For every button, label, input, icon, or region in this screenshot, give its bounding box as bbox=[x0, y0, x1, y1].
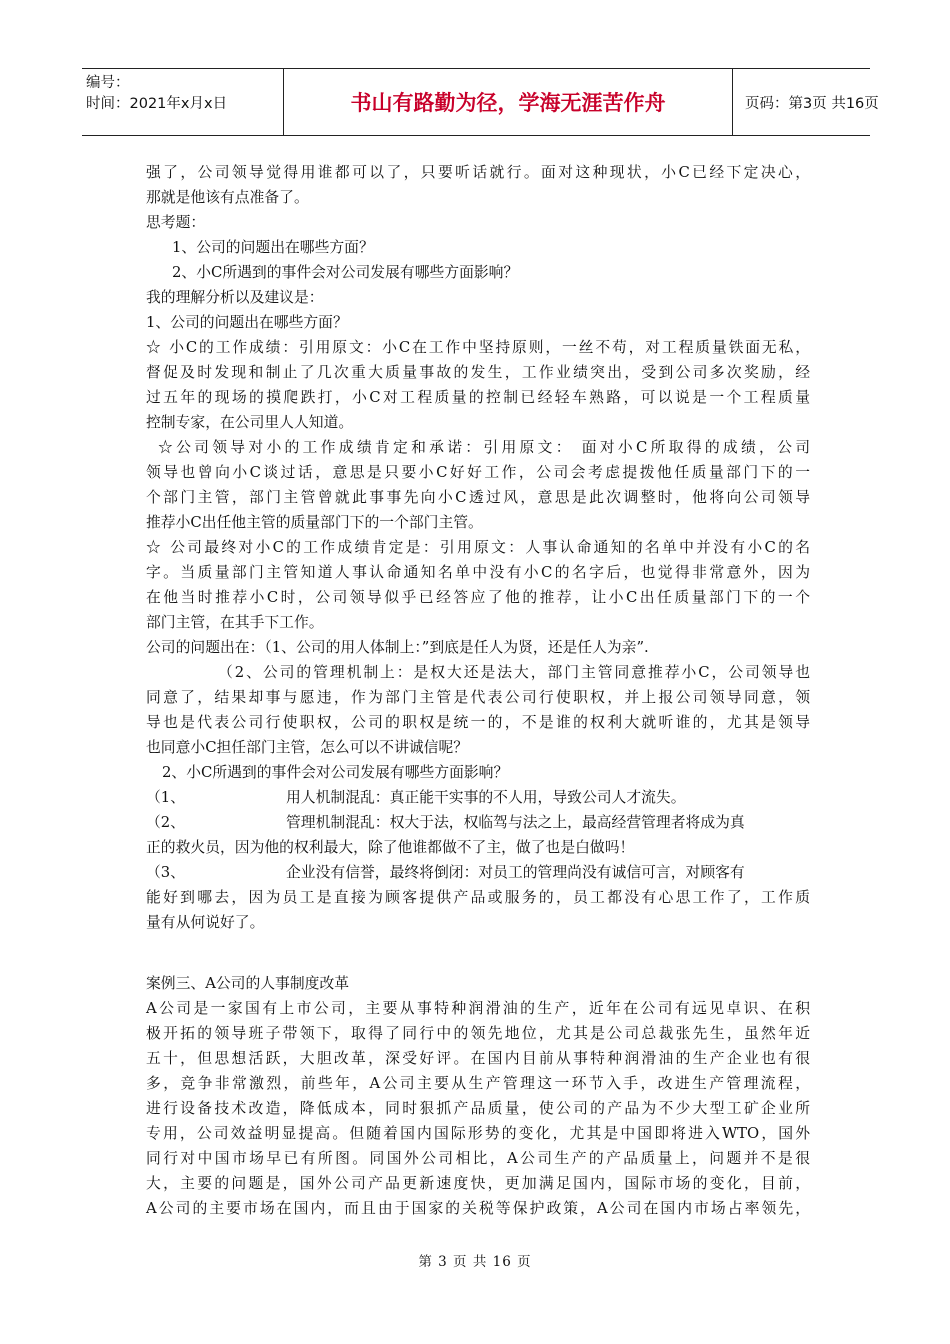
body-line: A公司的主要市场在国内，而且由于国家的关税等保护政策，A公司在国内市场占率领先， bbox=[146, 1200, 810, 1217]
analysis-heading-1: 1、公司的问题出在哪些方面？ bbox=[146, 314, 348, 331]
question-heading: 思考题： bbox=[146, 214, 206, 231]
body-line: 能好到哪去，因为员工是直接为顾客提供产品或服务的，员工都没有心思工作了，工作质 bbox=[146, 889, 810, 906]
body-line: 公司的问题出在：（1、公司的用人体制上：”到底是任人为贤，还是任人为亲”. bbox=[146, 639, 649, 656]
body-line: 极开拓的领导班子带领下，取得了同行中的领先地位，尤其是公司总裁张先生，虽然年近 bbox=[146, 1025, 810, 1042]
case-heading: 案例三、A公司的人事制度改革 bbox=[146, 975, 350, 992]
body-line: 控制专家，在公司里人人知道。 bbox=[146, 414, 354, 431]
question-2: 2、小C所遇到的事件会对公司发展有哪些方面影响？ bbox=[172, 264, 519, 281]
body-line: ☆ 小C的工作成绩：引用原文：小C在工作中坚持原则，一丝不苟，对工程质量铁面无私， bbox=[146, 339, 810, 356]
body-line: 大，主要的问题是，国外公司产品更新速度快，更加满足国内，国际市场的变化，目前， bbox=[146, 1175, 810, 1192]
body-line: 部门主管，在其手下工作。 bbox=[146, 614, 324, 631]
body-line: 推荐小C出任他主管的质量部门下的一个部门主管。 bbox=[146, 514, 483, 531]
page-header bbox=[82, 68, 879, 136]
body-line: 在他当时推荐小C时，公司领导似乎已经答应了他的推荐，让小C出任质量部门下的一个 bbox=[146, 589, 810, 606]
impact-number: （3、 bbox=[146, 864, 186, 881]
header-page-info: 页码：第3页 共16页 bbox=[745, 95, 879, 112]
body-line: ☆ 公司最终对小C的工作成绩肯定是：引用原文：人事认命通知的名单中并没有小C的名 bbox=[146, 539, 810, 556]
impact-text: 管理机制混乱：权大于法，权临驾与法之上，最高经营管理者将成为真 bbox=[286, 814, 745, 831]
body-line: 领导也曾向小C谈过话，意思是只要小C好好工作，公司会考虑提拨他任质量部门下的一 bbox=[146, 464, 810, 481]
body-line: 督促及时发现和制止了几次重大质量事故的发生，工作业绩突出，受到公司多次奖励，经 bbox=[146, 364, 810, 381]
document-date-label: 时间：2021年x月x日 bbox=[86, 96, 228, 112]
impact-number: （1、 bbox=[146, 789, 186, 806]
analysis-heading-2: 2、小C所遇到的事件会对公司发展有哪些方面影响？ bbox=[162, 764, 509, 781]
impact-item-1 bbox=[146, 785, 810, 810]
body-line: 正的救火员，因为他的权利最大，除了他谁都做不了主，做了也是白做吗！ bbox=[146, 839, 635, 856]
question-1: 1、公司的问题出在哪些方面？ bbox=[172, 239, 374, 256]
body-line: 进行设备技术改造，降低成本，同时狠抓产品质量，使公司的产品为不少大型工矿企业所 bbox=[146, 1100, 810, 1117]
body-line: 同意了，结果却事与愿违，作为部门主管是代表公司行使职权，并上报公司领导同意，领 bbox=[146, 689, 810, 706]
body-line: 那就是他该有点准备了。 bbox=[146, 189, 309, 206]
page-footer: 第 3 页 共 16 页 bbox=[418, 1254, 532, 1270]
body-line: 专用，公司效益明显提高。但随着国内国际形势的变化，尤其是中国即将进入WTO，国外 bbox=[146, 1125, 810, 1142]
impact-number: （2、 bbox=[146, 814, 186, 831]
body-line: 过五年的现场的摸爬跌打，小C对工程质量的控制已经轻车熟路，可以说是一个工程质量 bbox=[146, 389, 810, 406]
body-line: A公司是一家国有上市公司，主要从事特种润滑油的生产，近年在公司有远见卓识、在积 bbox=[146, 1000, 810, 1017]
body-line: 同行对中国市场早已有所图。同国外公司相比，A公司生产的产品质量上，问题并不是很 bbox=[146, 1150, 810, 1167]
body-line: 量有从何说好了。 bbox=[146, 914, 265, 931]
impact-text: 企业没有信誉，最终将倒闭：对员工的管理尚没有诚信可言，对顾客有 bbox=[286, 864, 745, 881]
body-line: 字。当质量部门主管知道人事认命通知名单中没有小C的名字后，也觉得非常意外，因为 bbox=[146, 564, 810, 581]
document-number-label: 编号： bbox=[86, 75, 130, 91]
body-line: 五十，但思想活跃，大胆改革，深受好评。在国内目前从事特种润滑油的生产企业也有很 bbox=[146, 1050, 810, 1067]
body-line: ☆公司领导对小的工作成绩肯定和承诺：引用原文： 面对小C所取得的成绩，公司 bbox=[158, 439, 810, 456]
impact-text: 用人机制混乱：真正能干实事的不人用，导致公司人才流失。 bbox=[286, 789, 686, 806]
body-line: 个部门主管，部门主管曾就此事事先向小C透过风，意思是此次调整时，他将向公司领导 bbox=[146, 489, 810, 506]
body-line: 导也是代表公司行使职权，公司的职权是统一的，不是谁的权利大就听谁的，尤其是领导 bbox=[146, 714, 810, 731]
header-motto: 书山有路勤为径，学海无涯苦作舟 bbox=[284, 69, 733, 135]
impact-item-2 bbox=[146, 810, 810, 835]
analysis-intro: 我的理解分析以及建议是： bbox=[146, 289, 324, 306]
body-line: 强了，公司领导觉得用谁都可以了，只要听话就行。面对这种现状，小C已经下定决心， bbox=[146, 164, 810, 181]
body-line: 多，竞争非常激烈，前些年，A公司主要从生产管理这一环节入手，改进生产管理流程， bbox=[146, 1075, 810, 1092]
document-body bbox=[146, 160, 810, 1221]
header-meta-cell bbox=[82, 69, 284, 135]
body-line: 也同意小C担任部门主管，怎么可以不讲诚信呢？ bbox=[146, 739, 469, 756]
impact-item-3 bbox=[146, 860, 810, 885]
body-line: （2、公司的管理机制上：是权大还是法大，部门主管同意推荐小C，公司领导也 bbox=[218, 664, 810, 681]
